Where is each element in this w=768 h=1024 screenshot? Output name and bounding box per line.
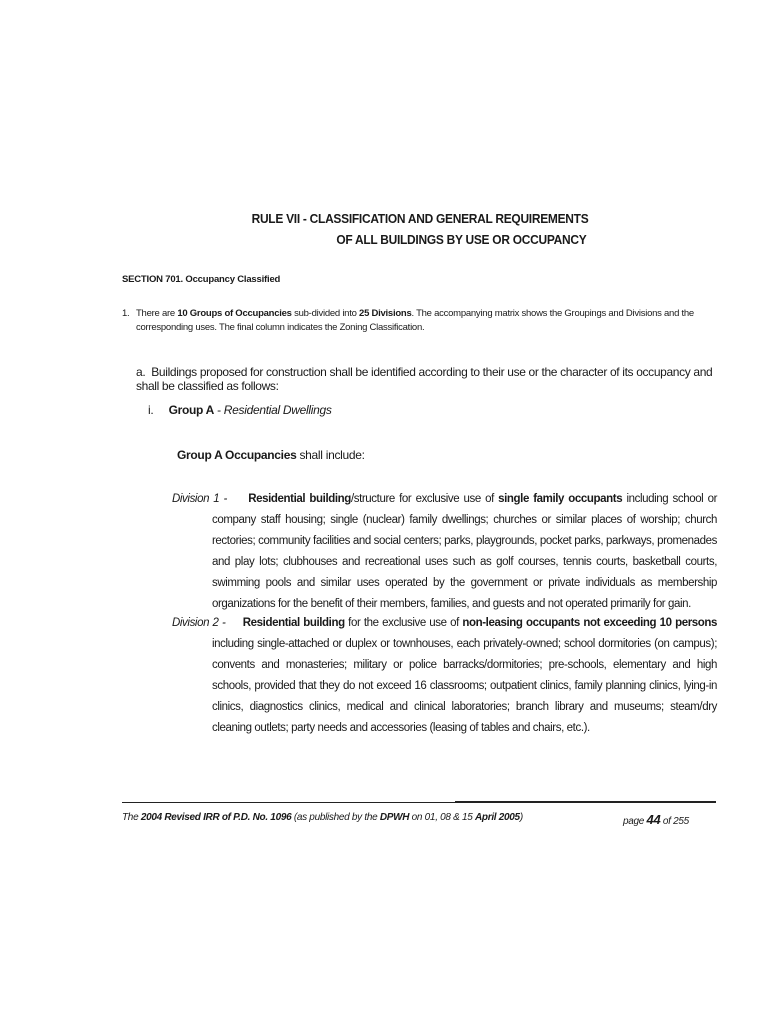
text-run: of 255 — [660, 816, 689, 827]
group-a-marker: i. — [148, 403, 154, 417]
rule-title — [218, 208, 623, 250]
group-a-desc: Residential Dwellings — [223, 403, 332, 417]
rule-title-line1: RULE VII - CLASSIFICATION AND GENERAL REQUIREMENTS — [251, 211, 589, 226]
bold-run: Group A Occupancies — [177, 448, 297, 462]
text-run: shall include: — [296, 448, 365, 462]
text-run: /structure for exclusive use of — [350, 493, 499, 505]
group-a-occupancies — [177, 448, 365, 462]
section-heading: SECTION 701. Occupancy Classified — [122, 274, 281, 285]
text-run: for the exclusive use of — [344, 617, 463, 629]
paragraph-a-marker: a. — [136, 365, 146, 379]
text-run: page — [623, 816, 647, 827]
page-number — [623, 812, 689, 827]
separator: - — [214, 403, 224, 417]
paragraph-1 — [122, 307, 722, 335]
footer-citation — [122, 812, 523, 823]
bold-run: April 2005 — [475, 812, 520, 823]
text-run: including single-attached or duplex or townhouses, each privately-owned; school dormitories (on campus); convents and monasteries; military or police barracks/dormitories; pre-schools, elementary and high schools, provided that they do not exceed 16 classrooms; outpatient clinics, family planning clinics, lying-in clinics, diagnostics clinics, medical and clinical laboratories; branch library and museums; steam/dry cleaning outlets; party needs and accessories (leasing of tables and chairs, etc.). — [212, 638, 717, 734]
division-2 — [172, 613, 717, 739]
group-a-heading — [148, 403, 332, 417]
division-1-label: Division 1 - — [172, 493, 227, 505]
page-number-value: 44 — [646, 812, 661, 827]
text-run: including school or company staff housing; single (nuclear) family dwellings; churches or similar places of worship; church rectories; community facilities and social centers; parks, playgrounds, pocket parks, parkways, promenades and play lots; clubhouses and recreational uses such as golf courses, tennis courts, basketball courts, swimming pools and similar uses operated by the government or private individuals as membership organizations for the benefit of their members, families, and guests and not operated primarily for gain. — [212, 493, 718, 610]
text-run: (as published by the — [291, 812, 380, 823]
paragraph-a-text: Buildings proposed for construction shall be identified according to their use or the character of its occupancy and shall be classified as follows: — [136, 365, 713, 393]
bold-run: 25 Divisions — [359, 308, 412, 319]
bold-run: non-leasing occupants not exceeding 10 persons — [462, 617, 718, 629]
text-run: sub-divided into — [291, 308, 360, 319]
text-run: on 01, 08 & 15 — [409, 812, 475, 823]
bold-run: Residential building — [248, 493, 351, 505]
bold-run: 2004 Revised IRR of P.D. No. 1096 — [140, 812, 292, 823]
text-run: ) — [519, 812, 523, 823]
text-run: There are — [136, 308, 178, 319]
text-run: The — [122, 812, 141, 823]
bold-run: Residential building — [242, 617, 345, 629]
rule-title-line2: OF ALL BUILDINGS BY USE OR OCCUPANCY — [336, 232, 587, 247]
paragraph-a — [136, 365, 736, 393]
paragraph-1-number: 1. — [122, 308, 130, 319]
bold-run: DPWH — [379, 812, 410, 823]
division-2-label: Division 2 - — [172, 617, 226, 629]
group-a-name: Group A — [168, 403, 215, 417]
bold-run: 10 Groups of Occupancies — [177, 308, 292, 319]
text-run: . The accompanying matrix shows the Groupings and Divisions and the corresponding uses. The final column indicates the Zoning Classification. — [136, 308, 694, 333]
division-1 — [172, 489, 717, 615]
bold-run: single family occupants — [498, 493, 623, 505]
footer-rule-heavy — [455, 801, 716, 803]
